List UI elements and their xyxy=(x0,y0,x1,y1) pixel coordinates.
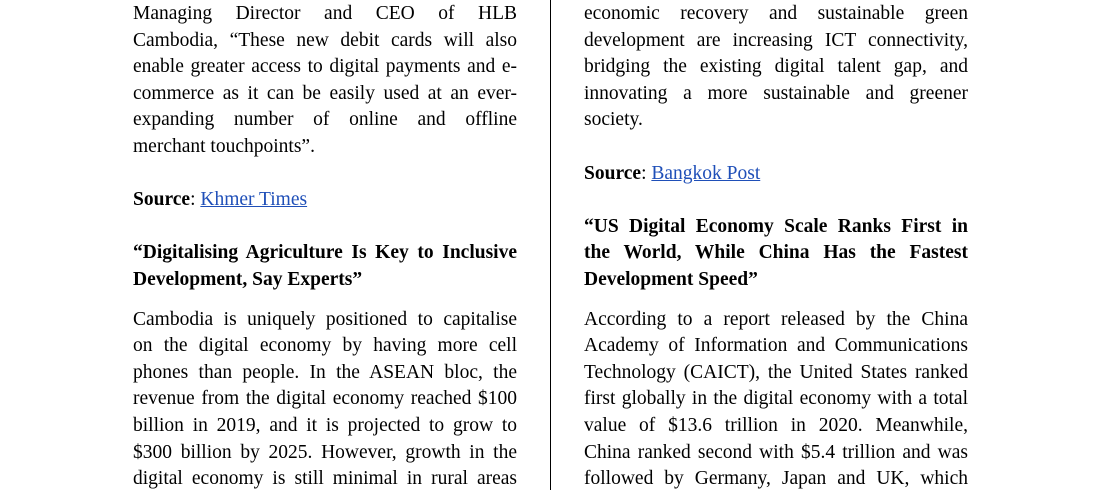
source-line xyxy=(133,187,517,214)
text-line: Cambodia, “These new debit cards will also xyxy=(133,29,517,51)
text-line: development are increasing ICT connectivity, xyxy=(584,29,968,51)
text-line: phones than people. In the ASEAN bloc, the xyxy=(133,361,517,383)
text-line: Cambodia is uniquely positioned to capitalise xyxy=(133,308,517,330)
source-colon: : xyxy=(641,162,652,184)
source-link-khmer-times[interactable]: Khmer Times xyxy=(200,189,308,211)
text-line: enable greater access to digital payments and e- xyxy=(133,56,517,78)
text-line: $300 billion by 2025. However, growth in the xyxy=(133,441,517,463)
source-colon: : xyxy=(190,189,201,211)
text-line: digital economy is still minimal in rural areas xyxy=(133,468,517,490)
heading-line: Development Speed” xyxy=(584,268,758,290)
text-line: merchant touchpoints”. xyxy=(133,135,315,157)
text-line: bridging the existing digital talent gap, and xyxy=(584,56,968,78)
source-label: Source xyxy=(584,162,642,184)
right-column xyxy=(584,1,968,490)
paragraph-economic-recovery xyxy=(584,1,968,134)
text-line: Technology (CAICT), the United States ranked xyxy=(584,361,968,383)
source-line xyxy=(584,161,968,188)
text-line: innovating a more sustainable and greener xyxy=(584,82,968,104)
left-column xyxy=(133,1,517,490)
text-line: economic recovery and sustainable green xyxy=(584,3,968,24)
text-line: followed by Germany, Japan and UK, which xyxy=(584,468,968,490)
text-line: revenue from the digital economy reached $100 xyxy=(133,388,517,410)
text-line: Managing Director and CEO of HLB xyxy=(133,3,517,24)
text-line: Academy of Information and Communications xyxy=(584,335,968,357)
text-line: commerce as it can be easily used at an ever- xyxy=(133,82,517,104)
source-link-bangkok-post[interactable]: Bangkok Post xyxy=(651,162,761,184)
paragraph-hlb-quote xyxy=(133,1,517,161)
article-heading-agriculture xyxy=(133,240,517,293)
source-label: Source xyxy=(133,189,191,211)
text-line: expanding number of online and offline xyxy=(133,109,517,131)
text-line: billion in 2019, and it is projected to grow to xyxy=(133,414,517,436)
paragraph-cambodia xyxy=(133,307,517,490)
heading-line: “Digitalising Agriculture Is Key to Inclusive xyxy=(133,242,517,264)
text-line: According to a report released by the China xyxy=(584,308,968,330)
heading-line: the World, While China Has the Fastest xyxy=(584,242,968,264)
text-line: society. xyxy=(584,109,643,131)
text-line: first globally in the digital economy with a total xyxy=(584,388,968,410)
text-line: value of $13.6 trillion in 2020. Meanwhile, xyxy=(584,414,968,436)
heading-line: “US Digital Economy Scale Ranks First in xyxy=(584,215,968,237)
paragraph-caict-report xyxy=(584,307,968,490)
heading-line: Development, Say Experts” xyxy=(133,268,363,290)
article-heading-us-digital-economy xyxy=(584,214,968,294)
text-line: China ranked second with $5.4 trillion and was xyxy=(584,441,968,463)
text-line: on the digital economy by having more cell xyxy=(133,335,517,357)
column-divider xyxy=(550,0,551,490)
